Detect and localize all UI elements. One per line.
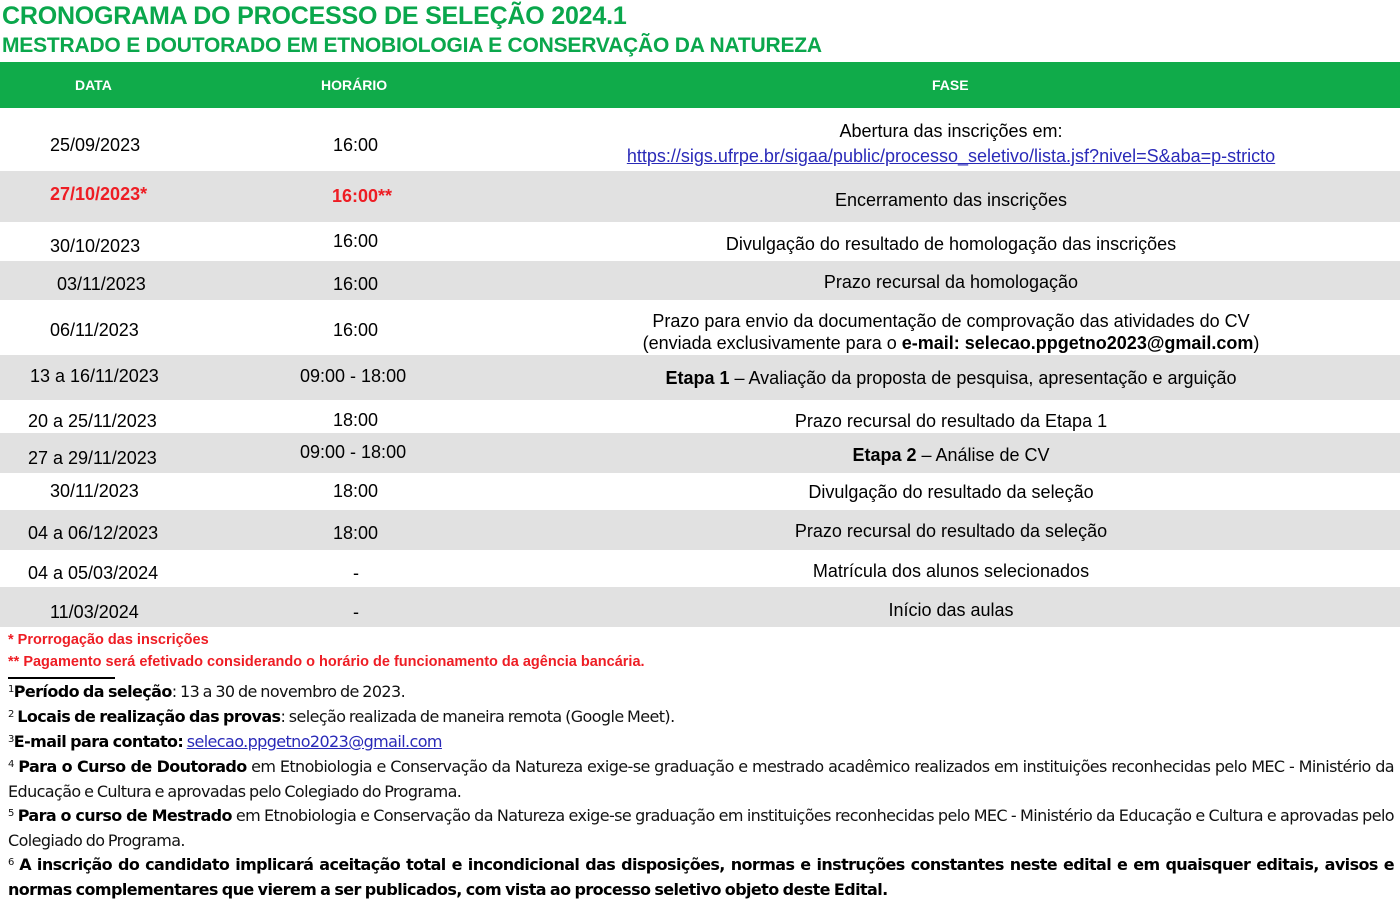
row-date: 11/03/2024 — [50, 602, 139, 622]
row-date: 27/10/2023* — [50, 184, 148, 204]
table-header — [0, 62, 1400, 108]
row-phase: Prazo recursal do resultado da seleção — [794, 521, 1108, 541]
table-row — [0, 222, 1400, 261]
row-phase-note: (enviada exclusivamente para o e-mail: selecao.ppgetno2023@gmail.com) — [642, 333, 1260, 353]
row-date: 13 a 16/11/2023 — [30, 366, 159, 386]
header-horario: HORÁRIO — [321, 77, 388, 93]
footnote-separator — [8, 677, 115, 679]
row-time: 18:00 — [333, 481, 379, 501]
contact-email-link[interactable]: selecao.ppgetno2023@gmail.com — [186, 732, 442, 751]
header-data: DATA — [75, 77, 112, 93]
row-time: - — [353, 602, 359, 622]
row-phase: Abertura das inscrições em: — [839, 121, 1063, 141]
row-time: 09:00 - 18:00 — [300, 442, 407, 462]
row-date: 04 a 06/12/2023 — [28, 523, 159, 543]
footnote-3: $^3$E-mail para contato: selecao.ppgetno2023@gmail.com — [8, 732, 442, 751]
footnote-1: $^1$Período da seleção: 13 a 30 de novembro de 2023. — [8, 682, 406, 701]
row-date: 03/11/2023 — [57, 274, 146, 294]
page-subtitle: MESTRADO E DOUTORADO EM ETNOBIOLOGIA E CONSERVAÇÃO DA NATUREZA — [2, 34, 822, 57]
row-phase: Prazo recursal da homologação — [823, 272, 1079, 292]
row-time: 18:00 — [333, 523, 379, 543]
table-row — [0, 300, 1400, 355]
row-phase: Matrícula dos alunos selecionados — [812, 561, 1090, 581]
row-phase: Prazo recursal do resultado da Etapa 1 — [794, 411, 1108, 431]
table-row — [0, 355, 1400, 400]
row-time: 16:00 — [333, 320, 379, 340]
table-row — [0, 261, 1400, 300]
row-phase: Divulgação do resultado da seleção — [808, 482, 1094, 502]
row-phase: Início das aulas — [888, 600, 1014, 620]
row-phase: Etapa 2 – Análise de CV — [852, 445, 1050, 465]
row-time: 09:00 - 18:00 — [300, 366, 407, 386]
note-star1: * Prorrogação das inscrições — [8, 632, 209, 648]
table-row — [0, 550, 1400, 587]
page-title: CRONOGRAMA DO PROCESSO DE SELEÇÃO 2024.1 — [2, 2, 627, 30]
table-row — [0, 108, 1400, 171]
row-date: 06/11/2023 — [50, 320, 139, 340]
footnote-6: $^6$ A inscrição do candidato implicará aceitação total e incondicional das disposições, normas e instruções constantes neste edital e em quaisquer editais, avisos e normas complementares que vierem a ser publicados, com vista ao processo seletivo objeto deste Edital. — [8, 855, 1394, 899]
row-date: 04 a 05/03/2024 — [28, 563, 159, 583]
table-row — [0, 510, 1400, 550]
table-row — [0, 587, 1400, 627]
table-row — [0, 473, 1400, 510]
table-row — [0, 400, 1400, 433]
footnote-4: $^4$ Para o Curso de Doutorado em Etnobiologia e Conservação da Natureza exige-se graduação e mestrado acadêmico realizados em instituições reconhecidas pelo MEC - Ministério da Educação e Cultura e aprovadas pelo Colegiado do Programa. — [8, 757, 1394, 801]
row-phase: Divulgação do resultado de homologação das inscrições — [725, 234, 1177, 254]
registration-link[interactable]: https://sigs.ufrpe.br/sigaa/public/processo_seletivo/lista.jsf?nivel=S&aba=p-stricto — [626, 146, 1276, 166]
footnote-5: $^5$ Para o curso de Mestrado em Etnobiologia e Conservação da Natureza exige-se graduação em instituições reconhecidas pelo MEC - Ministério da Educação e Cultura e aprovadas pelo Colegiado do Programa. — [8, 806, 1394, 850]
row-date: 27 a 29/11/2023 — [28, 448, 157, 468]
row-phase: Encerramento das inscrições — [834, 190, 1068, 210]
row-date: 30/10/2023 — [50, 236, 141, 256]
row-date: 25/09/2023 — [50, 135, 141, 155]
row-phase: Etapa 1 – Avaliação da proposta de pesquisa, apresentação e arguição — [665, 368, 1237, 388]
table-row — [0, 171, 1400, 222]
row-date: 20 a 25/11/2023 — [28, 411, 157, 431]
table-row — [0, 433, 1400, 473]
note-star2: ** Pagamento será efetivado considerando o horário de funcionamento da agência bancária. — [8, 654, 645, 670]
row-date: 30/11/2023 — [50, 481, 139, 501]
row-time: 16:00** — [332, 186, 393, 206]
row-time: - — [353, 563, 359, 583]
row-time: 16:00 — [333, 231, 379, 251]
header-fase: FASE — [932, 77, 969, 93]
contact-email: e-mail: selecao.ppgetno2023@gmail.com — [901, 333, 1254, 353]
row-time: 16:00 — [333, 274, 379, 294]
footnote-2: $^2$ Locais de realização das provas: seleção realizada de maneira remota (Google Meet). — [8, 707, 675, 726]
row-phase: Prazo para envio da documentação de comprovação das atividades do CV — [652, 311, 1250, 331]
row-time: 18:00 — [333, 410, 379, 430]
row-time: 16:00 — [333, 135, 379, 155]
schedule-table — [0, 108, 1400, 627]
